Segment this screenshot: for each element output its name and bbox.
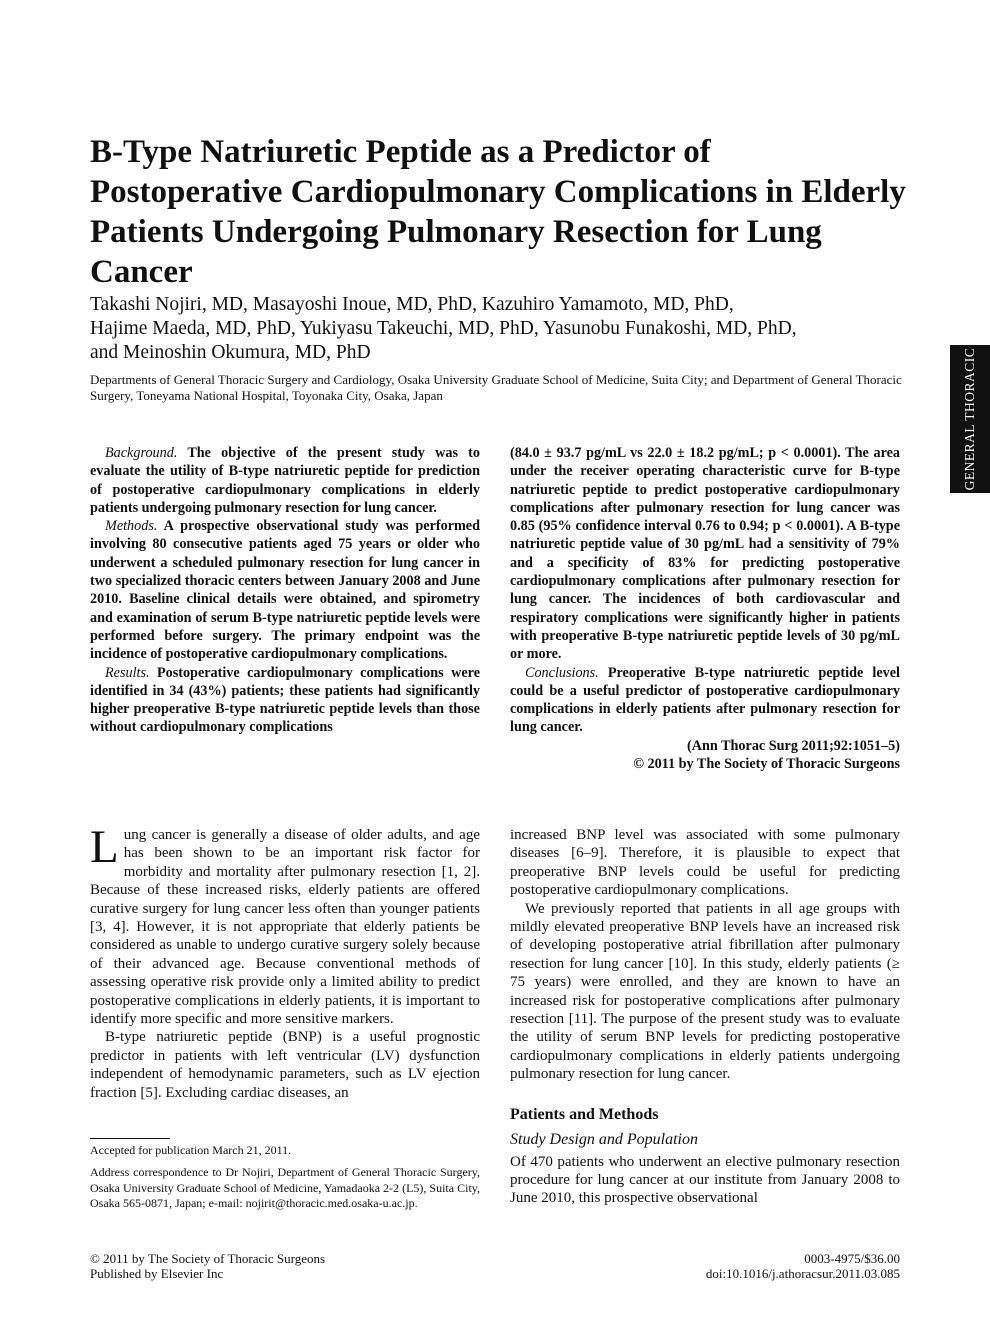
author-line: and Meinoshin Okumura, MD, PhD: [90, 342, 371, 363]
body-paragraph: [90, 821, 480, 1028]
body-paragraph: increased BNP level was associated with some pulmonary diseases [6–9]. Therefore, it is plausible to expect that preoperative BNP levels could be useful for predicting postoperative cardiopulmonary complications.: [510, 827, 900, 899]
footnote-divider: [90, 1138, 170, 1139]
abstract-results-continued: (84.0 ± 93.7 pg/mL vs 22.0 ± 18.2 pg/mL; p < 0.0001). The area under the receiver operating characteristic curve for B-type natriuretic peptide to predict postoperative cardiopulmonary complications after pulmonary resection for lung cancer was 0.85 (95% confidence interval 0.76 to 0.94; p < 0.0001). A B-type natriuretic peptide value of 30 pg/mL had a sensitivity of 79% and a specificity of 83% for predicting postoperative cardiopulmonary complications after pulmonary resection for lung cancer. The incidences of both cardiovascular and respiratory complications were significantly higher in patients with preoperative B-type natriuretic peptide levels of 30 pg/mL or more.: [510, 445, 900, 663]
paragraph-text: ung cancer is generally a disease of older adults, and age has been shown to be an important risk factor for morbidity and mortality after pulmonary resection [1, 2]. Because of these increased risks, elderly patients are offered curative surgery for lung cancer less often than younger patients [3, 4]. However, it is not appropriate that elderly patients be considered as unable to undergo curative surgery solely because of their advanced age. Because conventional methods of assessing operative risk provide only a limited ability to predict postoperative complications in elderly patients, it is important to identify more specific and more sensitive markers.: [90, 827, 480, 1028]
body-right-column: [510, 826, 900, 1208]
abstract-left-column: [90, 444, 480, 737]
abstract-label: Conclusions.: [525, 664, 599, 681]
footer-price: 0003-4975/$36.00: [804, 1251, 900, 1266]
journal-citation: (Ann Thorac Surg 2011;92:1051–5): [687, 737, 900, 754]
drop-cap: L: [90, 821, 119, 873]
author-list: [90, 293, 930, 365]
abstract-label: Background.: [105, 445, 178, 461]
abstract-right-column: [510, 444, 900, 773]
footer-copyright: © 2011 by The Society of Thoracic Surgeons: [90, 1251, 326, 1266]
section-heading: Patients and Methods: [510, 1105, 659, 1123]
abstract-text: The objective of the present study was to evaluate the utility of B-type natriuretic peptide for prediction of postoperative cardiopulmonary complications in elderly patients undergoing pulmonary resection for lung cancer.: [90, 445, 480, 516]
footer-right: [600, 1251, 900, 1281]
article-title: B-Type Natriuretic Peptide as a Predictor of Postoperative Cardiopulmonary Complications in Elderly Patients Undergoing Pulmonary Resection for Lung Cancer: [90, 134, 906, 290]
section-tab-label: GENERAL THORACIC: [962, 347, 977, 491]
footer-publisher: Published by Elsevier Inc: [90, 1266, 224, 1281]
abstract-label: Results.: [105, 664, 150, 681]
author-line: Hajime Maeda, MD, PhD, Yukiyasu Takeuchi, MD, PhD, Yasunobu Funakoshi, MD, PhD,: [90, 318, 797, 339]
abstract-label: Methods.: [105, 518, 158, 535]
footnote-accepted: Accepted for publication March 21, 2011.: [90, 1143, 292, 1157]
abstract-results: [90, 664, 480, 737]
abstract-methods: [90, 517, 480, 663]
body-left-column: [90, 821, 480, 1102]
footer-left: [90, 1251, 325, 1281]
footnote-address: Address correspondence to Dr Nojiri, Department of General Thoracic Surgery, Osaka University Graduate School of Medicine, Yamadaoka 2-2 (L5), Suita City, Osaka 565-0871, Japan; e-mail: nojirit@thoracic.med.osaka-u.ac.jp.: [90, 1165, 480, 1210]
abstract-text: Postoperative cardiopulmonary complications were identified in 34 (43%) patients; these patients had significantly higher preoperative B-type natriuretic peptide levels than those without cardiopulmonary complications: [90, 664, 480, 736]
abstract-copyright: © 2011 by The Society of Thoracic Surgeons: [633, 756, 900, 773]
abstract-conclusions: [510, 664, 900, 737]
author-line: Takashi Nojiri, MD, Masayoshi Inoue, MD, PhD, Kazuhiro Yamamoto, MD, PhD,: [90, 294, 734, 315]
subsection-heading: Study Design and Population: [510, 1131, 698, 1149]
affiliation: Departments of General Thoracic Surgery and Cardiology, Osaka University Graduate School of Medicine, Suita City; and Department of General Thoracic Surgery, Toneyama National Hospital, Toyonaka City, Osaka, Japan: [90, 372, 902, 403]
body-paragraph: Of 470 patients who underwent an elective pulmonary resection procedure for lung cancer at our institute from January 2008 to June 2010, this prospective observational: [510, 1153, 900, 1207]
abstract-text: A prospective observational study was performed involving 80 consecutive patients aged 75 years or older who underwent a scheduled pulmonary resection for lung cancer in two specialized thoracic centers between January 2008 and June 2010. Baseline clinical details were obtained, and spirometry and examination of serum B-type natriuretic peptide levels were performed before surgery. The primary endpoint was the incidence of postoperative cardiopulmonary complications.: [90, 518, 480, 663]
body-paragraph: We previously reported that patients in all age groups with mildly elevated preoperative BNP levels have an increased risk of developing postoperative atrial fibrillation after pulmonary resection for lung cancer [10]. In this study, elderly patients (≥ 75 years) were enrolled, and they are known to have an increased risk for postoperative complications after pulmonary resection [11]. The purpose of the present study was to evaluate the utility of serum BNP levels for predicting postoperative cardiopulmonary complications in elderly patients undergoing pulmonary resection for lung cancer.: [510, 900, 900, 1083]
section-tab: [950, 345, 990, 493]
abstract-text: Preoperative B-type natriuretic peptide level could be a useful predictor of postoperative cardiopulmonary complications in elderly patients after pulmonary resection for lung cancer.: [510, 664, 900, 736]
body-paragraph: B-type natriuretic peptide (BNP) is a useful prognostic predictor in patients with left ventricular (LV) dysfunction independent of hemodynamic parameters, such as LV ejection fraction [5]. Excluding cardiac diseases, an: [90, 1029, 480, 1101]
abstract-background: [90, 444, 480, 517]
footer-doi[interactable]: doi:10.1016/j.athoracsur.2011.03.085: [705, 1266, 900, 1281]
